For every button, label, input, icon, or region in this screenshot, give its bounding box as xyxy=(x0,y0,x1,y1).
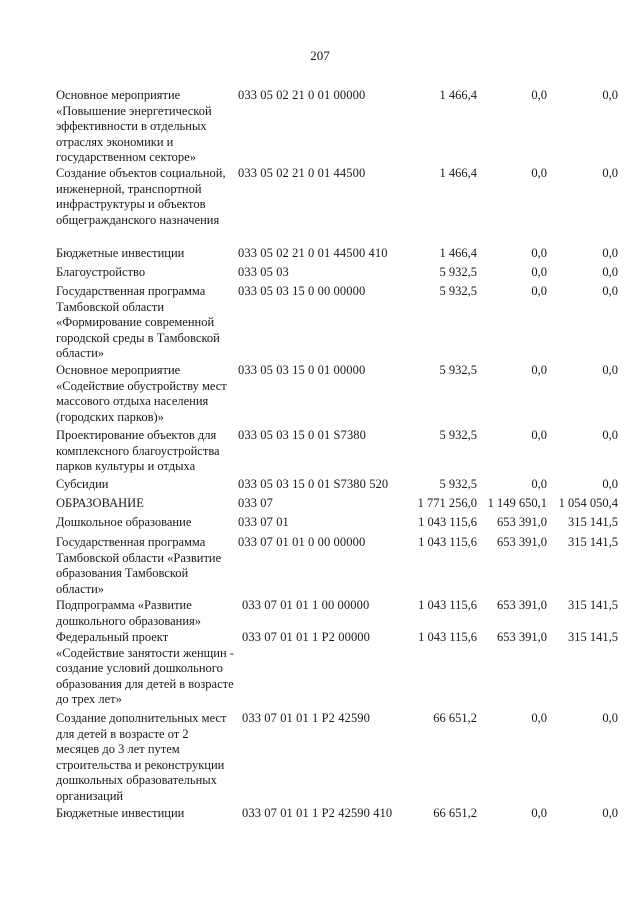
row-value-3: 0,0 xyxy=(602,711,618,725)
row-value-2: 653 391,0 xyxy=(497,598,547,612)
row-value-2: 0,0 xyxy=(531,166,547,180)
row-value-1: 1 043 115,6 xyxy=(418,630,477,644)
row-code: 033 05 02 21 0 01 00000 xyxy=(238,88,366,102)
row-value-3: 0,0 xyxy=(602,363,618,377)
row-value-2: 0,0 xyxy=(531,284,547,298)
row-name: Субсидии xyxy=(56,477,109,491)
row-name: Государственная программа Тамбовской области «Формирование современной городской среды в Тамбовской области» xyxy=(56,284,220,360)
row-value-2: 0,0 xyxy=(531,88,547,102)
row-code: 033 05 03 15 0 01 00000 xyxy=(238,363,366,377)
row-code: 033 05 03 15 0 01 S7380 xyxy=(238,428,367,442)
row-code: 033 05 02 21 0 01 44500 xyxy=(238,166,366,180)
row-name: Федеральный проект «Содействие занятости женщин - создание условий дошкольного образования для детей в возрасте до трех лет» xyxy=(56,630,234,706)
row-value-1: 1 771 256,0 xyxy=(417,496,477,510)
row-value-3: 0,0 xyxy=(602,284,618,298)
row-value-2: 1 149 650,1 xyxy=(487,496,547,510)
row-value-2: 0,0 xyxy=(531,806,547,820)
row-code: 033 07 01 xyxy=(238,515,289,529)
row-value-1: 1 043 115,6 xyxy=(418,515,477,529)
row-code: 033 05 03 15 0 01 S7380 520 xyxy=(238,477,389,491)
row-value-3: 0,0 xyxy=(602,246,618,260)
row-value-2: 653 391,0 xyxy=(497,630,547,644)
row-value-1: 5 932,5 xyxy=(439,477,477,491)
row-code: 033 07 01 01 1 P2 00000 xyxy=(242,630,371,644)
row-value-2: 0,0 xyxy=(531,246,547,260)
row-name: Основное мероприятие «Содействие обустройству мест массового отдыха населения (городских парков)» xyxy=(56,363,227,424)
row-value-1: 66 651,2 xyxy=(433,806,477,820)
row-name: ОБРАЗОВАНИЕ xyxy=(56,496,144,510)
row-value-2: 653 391,0 xyxy=(497,515,547,529)
row-code: 033 05 03 xyxy=(238,265,289,279)
row-code: 033 07 xyxy=(238,496,273,510)
row-name: Основное мероприятие «Повышение энергетической эффективности в отдельных отраслях экономики и государственном секторе» xyxy=(56,88,212,164)
row-code: 033 07 01 01 0 00 00000 xyxy=(238,535,366,549)
row-name: Создание объектов социальной, инженерной, транспортной инфраструктуры и объектов общегражданского назначения xyxy=(56,166,226,227)
row-name: Бюджетные инвестиции xyxy=(56,806,185,820)
row-name: Дошкольное образование xyxy=(56,515,192,529)
row-value-3: 1 054 050,4 xyxy=(558,496,618,510)
row-name: Государственная программа Тамбовской области «Развитие образования Тамбовской области» xyxy=(56,535,222,596)
row-value-2: 653 391,0 xyxy=(497,535,547,549)
row-value-1: 5 932,5 xyxy=(439,428,477,442)
row-code: 033 05 02 21 0 01 44500 410 xyxy=(238,246,388,260)
row-value-3: 315 141,5 xyxy=(568,598,618,612)
row-value-3: 0,0 xyxy=(602,88,618,102)
row-value-1: 5 932,5 xyxy=(439,265,477,279)
row-value-3: 315 141,5 xyxy=(568,535,618,549)
row-value-2: 0,0 xyxy=(531,363,547,377)
row-value-3: 0,0 xyxy=(602,806,618,820)
row-name: Проектирование объектов для комплексного благоустройства парков культуры и отдыха xyxy=(56,428,220,473)
row-value-3: 0,0 xyxy=(602,166,618,180)
row-value-1: 1 043 115,6 xyxy=(418,598,477,612)
row-value-3: 315 141,5 xyxy=(568,515,618,529)
row-value-1: 1 466,4 xyxy=(439,88,477,102)
row-value-2: 0,0 xyxy=(531,265,547,279)
row-value-2: 0,0 xyxy=(531,711,547,725)
row-value-1: 66 651,2 xyxy=(433,711,477,725)
row-code: 033 07 01 01 1 P2 42590 xyxy=(242,711,371,725)
row-value-1: 1 466,4 xyxy=(439,246,477,260)
row-name: Подпрограмма «Развитие дошкольного образования» xyxy=(56,598,202,628)
row-value-1: 5 932,5 xyxy=(439,284,477,298)
row-code: 033 05 03 15 0 00 00000 xyxy=(238,284,366,298)
row-name: Благоустройство xyxy=(56,265,146,279)
row-value-2: 0,0 xyxy=(531,477,547,491)
page-number: 207 xyxy=(310,48,330,63)
row-value-1: 5 932,5 xyxy=(439,363,477,377)
row-code: 033 07 01 01 1 00 00000 xyxy=(242,598,370,612)
row-value-1: 1 043 115,6 xyxy=(418,535,477,549)
row-code: 033 07 01 01 1 P2 42590 410 xyxy=(242,806,393,820)
row-value-2: 0,0 xyxy=(531,428,547,442)
row-value-3: 0,0 xyxy=(602,477,618,491)
row-value-3: 0,0 xyxy=(602,265,618,279)
row-name: Бюджетные инвестиции xyxy=(56,246,185,260)
row-value-1: 1 466,4 xyxy=(439,166,477,180)
row-name: Создание дополнительных мест для детей в возрасте от 2 месяцев до 3 лет путем строительства и реконструкции дошкольных образовательных организаций xyxy=(56,711,227,803)
row-value-3: 315 141,5 xyxy=(568,630,618,644)
row-value-3: 0,0 xyxy=(602,428,618,442)
